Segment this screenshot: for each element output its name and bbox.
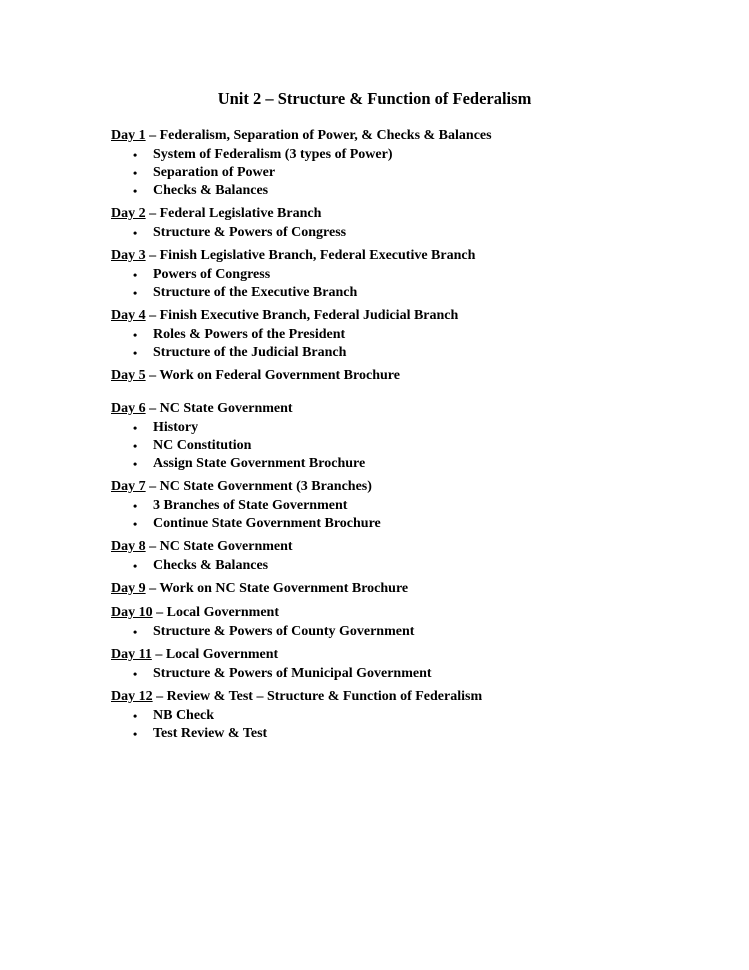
bullet-icon: • [133,727,138,741]
day-item-list [111,326,711,362]
day-heading [111,537,711,557]
list-item [111,182,711,200]
day-heading [111,126,711,146]
bullet-icon: • [133,559,138,573]
day-block [111,645,711,683]
day-label: Day 11 [111,647,152,662]
day-block [111,399,711,473]
list-item-text: Structure & Powers of Congress [153,225,347,240]
bullet-icon: • [133,625,138,639]
list-item [111,725,711,743]
day-topic: – Review & Test – Structure & Function of Federalism [152,689,483,704]
list-item-text: Structure of the Judicial Branch [153,345,347,360]
day-topic: – Federalism, Separation of Power, & Checks & Balances [145,128,492,143]
day-heading [111,246,711,266]
day-topic: – Work on NC State Government Brochure [145,581,409,596]
bullet-icon: • [133,439,138,453]
list-item-text: Checks & Balances [153,558,269,573]
list-item [111,326,711,344]
day-block [111,246,711,302]
day-item-list [111,623,711,641]
day-topic: – Federal Legislative Branch [145,206,322,221]
bullet-icon: • [133,709,138,723]
list-item [111,284,711,302]
day-label: Day 9 [111,581,146,596]
list-item [111,419,711,437]
day-block [111,306,711,362]
list-item-text: System of Federalism (3 types of Power) [153,147,393,162]
day-heading [111,645,711,665]
day-heading [111,687,711,707]
day-heading [111,477,711,497]
day-topic: – Local Government [151,647,279,662]
day-block [111,204,711,242]
list-item [111,623,711,641]
list-item [111,497,711,515]
list-item-text: History [153,420,199,435]
day-block [111,603,711,641]
list-item-text: NB Check [153,708,215,723]
day-heading [111,399,711,419]
day-item-list [111,419,711,473]
day-heading [111,306,711,326]
list-item [111,665,711,683]
list-item-text: Checks & Balances [153,183,269,198]
day-item-list [111,665,711,683]
list-item-text: Test Review & Test [153,726,268,741]
day-topic: – NC State Government [145,539,293,554]
list-item-text: Separation of Power [153,165,276,180]
list-item-text: Structure & Powers of County Government [153,624,415,639]
bullet-icon: • [133,148,138,162]
day-label: Day 10 [111,605,153,620]
list-item [111,164,711,182]
list-item-text: Assign State Government Brochure [153,456,366,471]
bullet-icon: • [133,286,138,300]
bullet-icon: • [133,499,138,513]
day-topic: – Work on Federal Government Brochure [145,368,400,383]
day-block [111,366,711,386]
list-item-text: Roles & Powers of the President [153,327,346,342]
bullet-icon: • [133,226,138,240]
day-label: Day 3 [111,248,146,263]
list-item [111,557,711,575]
day-label: Day 7 [111,479,146,494]
list-item [111,146,711,164]
day-block [111,687,711,743]
bullet-icon: • [133,166,138,180]
day-item-list [111,707,711,743]
bullet-icon: • [133,421,138,435]
list-item-text: 3 Branches of State Government [153,498,348,513]
list-item [111,266,711,284]
day-item-list [111,146,711,200]
bullet-icon: • [133,457,138,471]
list-item [111,437,711,455]
day-heading [111,204,711,224]
day-block [111,537,711,575]
day-item-list [111,557,711,575]
day-label: Day 12 [111,689,153,704]
day-item-list [111,224,711,242]
bullet-icon: • [133,346,138,360]
day-topic: – NC State Government [145,401,293,416]
list-item-text: Powers of Congress [153,267,271,282]
bullet-icon: • [133,184,138,198]
bullet-icon: • [133,268,138,282]
day-topic: – Local Government [152,605,279,620]
day-heading [111,603,711,623]
list-item-text: Structure of the Executive Branch [153,285,358,300]
list-item-text: NC Constitution [153,438,252,453]
day-label: Day 6 [111,401,146,416]
day-schedule [111,126,711,743]
list-item-text: Continue State Government Brochure [153,516,381,531]
day-block [111,126,711,200]
list-item [111,344,711,362]
day-topic: – Finish Legislative Branch, Federal Executive Branch [145,248,476,263]
day-label: Day 2 [111,206,146,221]
day-heading [111,366,711,386]
bullet-icon: • [133,517,138,531]
day-label: Day 4 [111,308,146,323]
page-title: Unit 2 – Structure & Function of Federalism [217,89,532,108]
day-label: Day 1 [111,128,146,143]
day-label: Day 8 [111,539,146,554]
bullet-icon: • [133,328,138,342]
list-item [111,707,711,725]
bullet-icon: • [133,667,138,681]
day-topic: – Finish Executive Branch, Federal Judicial Branch [145,308,459,323]
day-label: Day 5 [111,368,146,383]
list-item [111,455,711,473]
day-block [111,579,711,599]
day-topic: – NC State Government (3 Branches) [145,479,372,494]
day-heading [111,579,711,599]
list-item [111,515,711,533]
list-item [111,224,711,242]
list-item-text: Structure & Powers of Municipal Government [153,666,432,681]
day-item-list [111,497,711,533]
day-item-list [111,266,711,302]
day-block [111,477,711,533]
